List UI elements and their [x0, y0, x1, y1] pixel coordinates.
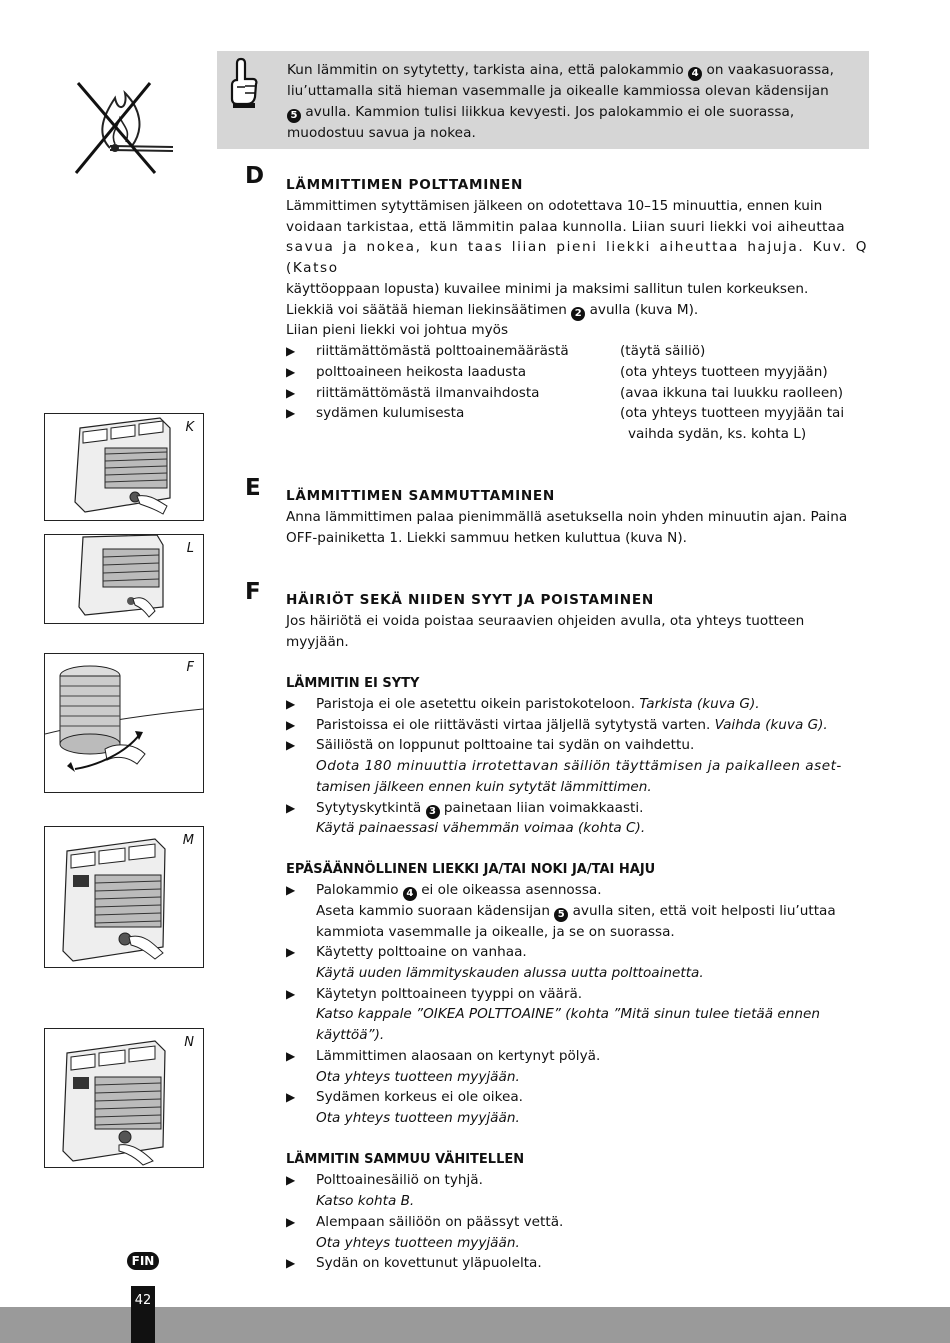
bullet-icon: ▶ — [286, 1215, 296, 1229]
pointing-hand-icon — [229, 57, 259, 109]
subheading-irregular-flame: EPÄSÄÄNNÖLLINEN LIEKKI JA/TAI NOKI JA/TAI HAJU — [286, 862, 656, 877]
bullet-icon: ▶ — [286, 1049, 296, 1063]
warning-note — [217, 51, 869, 149]
heater-adjust-illustration — [45, 827, 203, 967]
number-2-badge: 2 — [571, 307, 585, 321]
number-4-badge: 4 — [688, 67, 702, 81]
heater-flame-knob-illustration — [45, 414, 203, 520]
figure-l — [44, 534, 204, 624]
bullet-icon: ▶ — [286, 1090, 296, 1104]
figure-n — [44, 1028, 204, 1168]
bullet-icon: ▶ — [286, 987, 296, 1001]
number-5-badge: 5 — [287, 109, 301, 123]
bullet-icon: ▶ — [286, 883, 296, 897]
section-letter-e: E — [245, 475, 261, 501]
bullet-icon: ▶ — [286, 344, 296, 358]
section-letter-f: F — [245, 579, 261, 605]
figure-k — [44, 413, 204, 521]
page-number-tab — [131, 1286, 155, 1343]
bullet-icon: ▶ — [286, 406, 296, 420]
figure-f — [44, 653, 204, 793]
section-d-paragraph: Lämmittimen sytyttämisen jälkeen on odotettava 10–15 minuuttia, ennen kuin voidaan tarkistaa, että lämmitin palaa kunnolla. Liian suuri liekki voi aiheuttaa savua ja nokea, kun taas liian pieni liekki aiheuttaa hajuja. Kuv. Q (Katso käyttöoppaan lopusta) kuvailee minimi ja maksimi sallitun tulen korkeuksen. Liekkiä voi säätää hieman liekinsäätimen 2 avulla (kuva M). — [286, 198, 868, 319]
page-number: 42 — [134, 1293, 152, 1308]
bullet-icon: ▶ — [286, 697, 296, 711]
language-badge: FIN — [127, 1252, 159, 1270]
section-title-e: LÄMMITTIMEN SAMMUTTAMINEN — [286, 488, 555, 504]
figure-label: K — [185, 420, 194, 435]
heater-off-button-illustration — [45, 1029, 203, 1167]
section-title-f: HÄIRIÖT SEKÄ NIIDEN SYYT JA POISTAMINEN — [286, 592, 654, 608]
bullet-icon: ▶ — [286, 365, 296, 379]
number-4-badge: 4 — [403, 887, 417, 901]
section-title-d: LÄMMITTIMEN POLTTAMINEN — [286, 177, 524, 193]
figure-label: F — [186, 660, 194, 675]
number-5-badge: 5 — [554, 908, 568, 922]
heater-wick-illustration — [45, 535, 203, 623]
bullet-icon: ▶ — [286, 801, 296, 815]
section-e-paragraph: Anna lämmittimen palaa pienimmällä asetuksella noin yhden minuutin ajan. Paina OFF-painiketta 1. Liekki sammuu hetken kuluttua (kuva N). — [286, 509, 848, 546]
bullet-icon: ▶ — [286, 718, 296, 732]
figure-m — [44, 826, 204, 968]
bullet-icon: ▶ — [286, 738, 296, 752]
number-3-badge: 3 — [426, 805, 440, 819]
subheading-no-ignition: LÄMMITIN EI SYTY — [286, 676, 420, 691]
bullet-icon: ▶ — [286, 1256, 296, 1270]
subheading-gradual-shutdown: LÄMMITIN SAMMUU VÄHITELLEN — [286, 1152, 525, 1167]
section-d-intro: Liian pieni liekki voi johtua myös — [286, 322, 509, 338]
burner-chamber-illustration — [45, 654, 203, 792]
bullet-icon: ▶ — [286, 386, 296, 400]
no-open-flame-icon — [70, 78, 180, 178]
note-text: Kun lämmitin on sytytetty, tarkista aina, että palokammio 4 on vaakasuorassa, liu’uttamalla sitä hieman vasemmalle ja oikealle kammiossa olevan kädensijan 5 avulla. Kammion tulisi liikkua kevyesti. Jos palokammio ei ole suorassa, muodostuu savua ja nokea. — [287, 62, 835, 141]
figure-label: L — [186, 541, 194, 556]
section-f-paragraph: Jos häiriötä ei voida poistaa seuraavien ohjeiden avulla, ota yhteys tuotteen myyjään. — [286, 613, 805, 650]
figure-label: N — [184, 1035, 194, 1050]
figure-label: M — [182, 833, 194, 848]
section-letter-d: D — [245, 163, 265, 189]
bullet-icon: ▶ — [286, 1173, 296, 1187]
bullet-icon: ▶ — [286, 945, 296, 959]
